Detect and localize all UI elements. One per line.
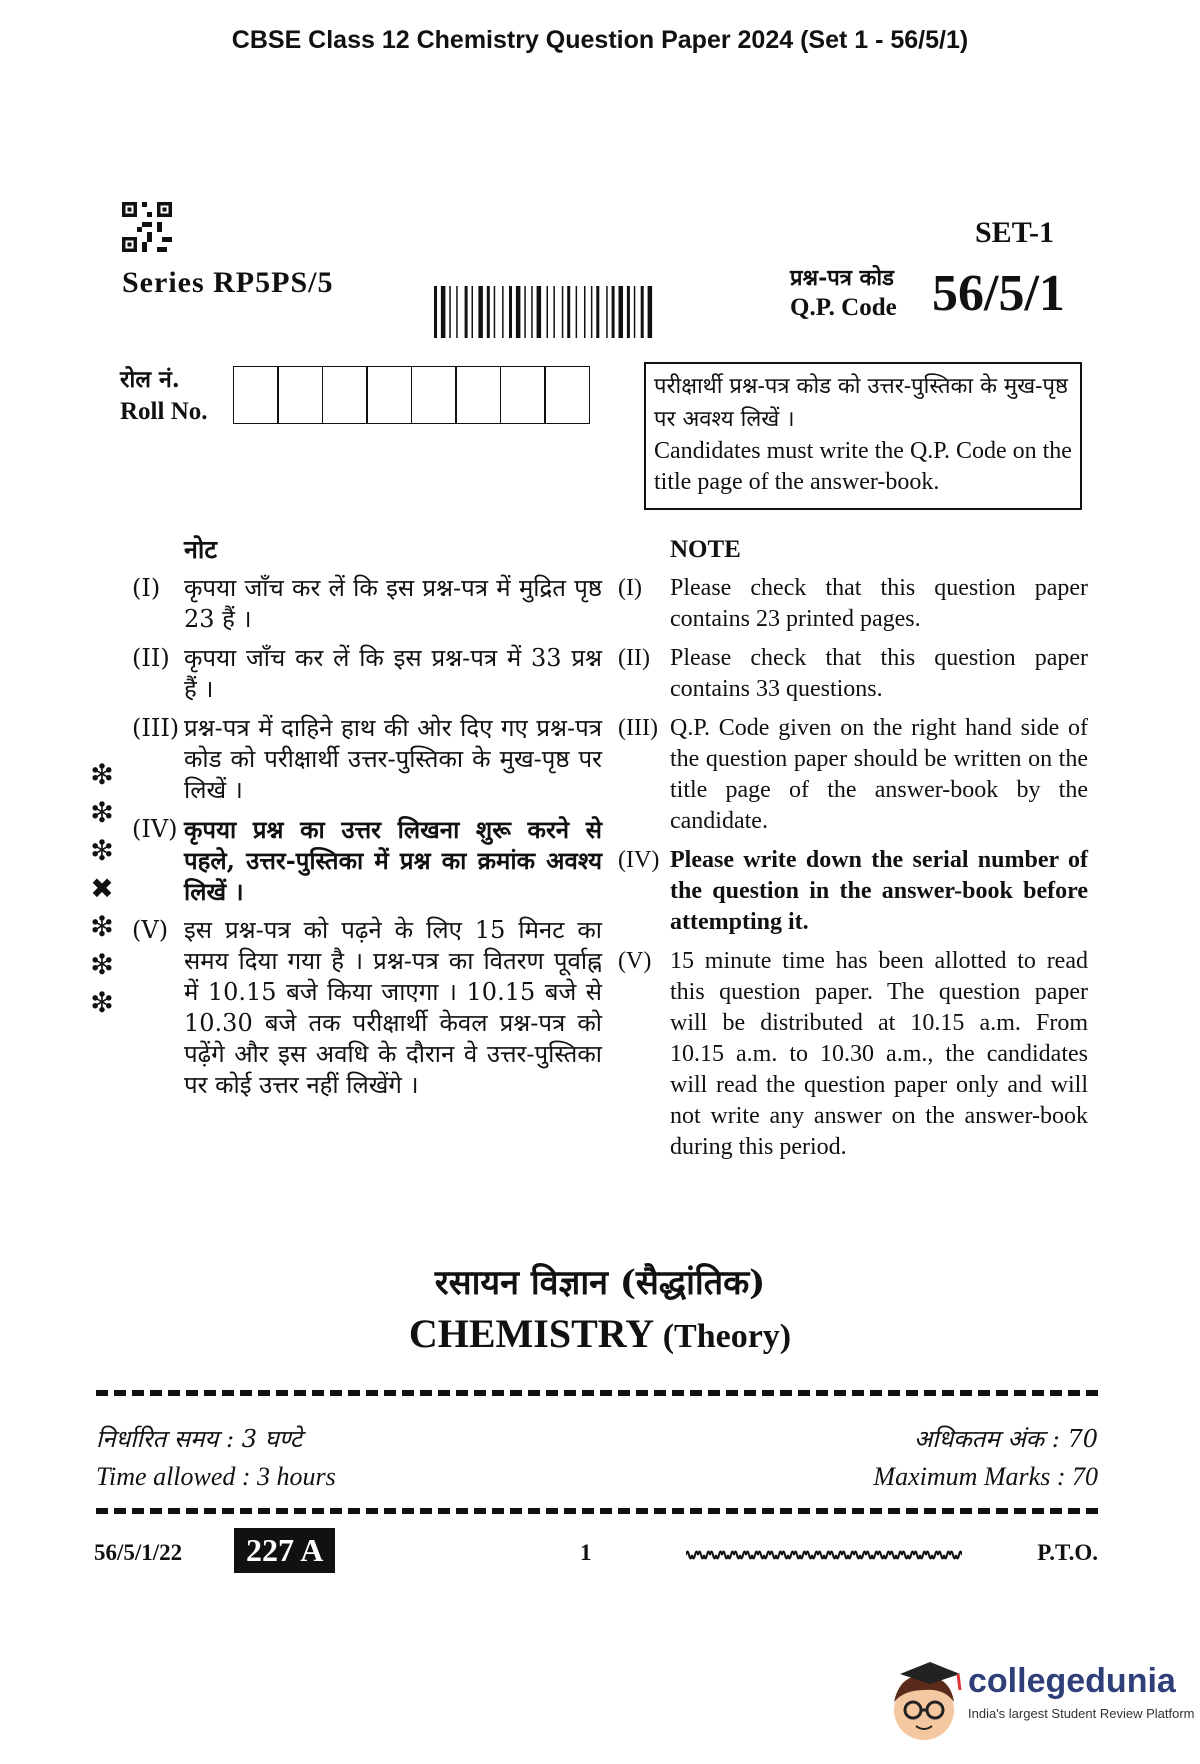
- qp-code-label: Q.P. Code: [790, 294, 897, 321]
- cross-icon: ✖: [90, 872, 114, 905]
- time-allowed-hindi: निर्धारित समय : 3 घण्टे: [96, 1425, 303, 1453]
- roll-number-box[interactable]: [455, 366, 501, 424]
- note-item-number: (III): [132, 714, 180, 742]
- note-heading-hindi: नोट: [184, 535, 217, 564]
- note-english-column: [618, 534, 1088, 1163]
- note-item: [618, 573, 1088, 635]
- asterisk-icon: ❇: [90, 796, 114, 829]
- note-heading: NOTE: [670, 536, 741, 563]
- page-number: 1: [580, 1540, 592, 1565]
- maximum-marks-hindi: अधिकतम अंक : 70: [913, 1425, 1098, 1453]
- roll-number-box[interactable]: [233, 366, 279, 424]
- note-item-text: Please write down the serial number of the question in the answer-book before attempting it.: [670, 847, 1088, 935]
- note-item-text: कृपया प्रश्न का उत्तर लिखना शुरू करने से पहले, उत्तर-पुस्तिका में प्रश्न का क्रमांक अवश्य लिखें ।: [184, 815, 602, 906]
- wavy-line-icon: [686, 1546, 962, 1564]
- note-item-text: 15 minute time has been allotted to read this question paper. The question paper will be distributed at 10.15 a.m. From 10.15 a.m. to 10.30 a.m., the candidates will read the question paper only and will not write any answer on the answer-book during this period.: [670, 948, 1088, 1160]
- footer-code-box: 227 A: [234, 1528, 335, 1573]
- logo-tagline: India's largest Student Review Platform: [968, 1706, 1195, 1721]
- divider: [96, 1508, 1098, 1514]
- subject-title: [0, 1310, 1200, 1357]
- note-item-number: (III): [618, 715, 658, 741]
- roll-number-box[interactable]: [277, 366, 323, 424]
- divider: [96, 1390, 1098, 1396]
- asterisk-icon: ❇: [90, 910, 114, 943]
- note-item-text: Please check that this question paper contains 33 questions.: [670, 645, 1088, 702]
- qr-code-icon: [122, 202, 172, 252]
- note-item-number: (II): [618, 645, 650, 671]
- footer-paper-code: 56/5/1/22: [94, 1540, 183, 1565]
- note-item-number: (IV): [618, 847, 660, 873]
- page-title: CBSE Class 12 Chemistry Question Paper 2024 (Set 1 - 56/5/1): [231, 26, 969, 54]
- barcode-icon: [434, 286, 696, 338]
- roll-label: Roll No.: [120, 398, 208, 425]
- note-item: [132, 713, 602, 806]
- maximum-marks: Maximum Marks : 70: [873, 1462, 1098, 1491]
- notice-hindi: परीक्षार्थी प्रश्न-पत्र कोड को उत्तर-पुस्तिका के मुख-पृष्ठ पर अवश्य लिखें ।: [654, 374, 1068, 432]
- note-item-text: Please check that this question paper contains 23 printed pages.: [670, 575, 1088, 632]
- note-item: [132, 573, 602, 635]
- note-item: [132, 915, 602, 1101]
- note-item: [132, 643, 602, 705]
- roll-number-box[interactable]: [322, 366, 368, 424]
- note-item-text: कृपया जाँच कर लें कि इस प्रश्न-पत्र में मुद्रित पृष्ठ 23 हैं ।: [184, 574, 602, 633]
- subject-name: CHEMISTRY: [408, 1311, 653, 1356]
- side-marks: [88, 756, 116, 1022]
- roll-number-box[interactable]: [500, 366, 546, 424]
- roll-label-hindi: रोल नं.: [120, 366, 180, 393]
- note-item: [618, 713, 1088, 837]
- note-item-text: Q.P. Code given on the right hand side of the question paper should be written on the title page of the answer-book by the candidate.: [670, 715, 1088, 834]
- note-item-number: (V): [618, 948, 652, 974]
- note-item-text: कृपया जाँच कर लें कि इस प्रश्न-पत्र में 33 प्रश्न हैं ।: [184, 644, 602, 703]
- notice-english: Candidates must write the Q.P. Code on the title page of the answer-book.: [654, 438, 1072, 495]
- note-item-number: (I): [132, 574, 161, 602]
- asterisk-icon: ❇: [90, 834, 114, 867]
- qp-code-notice-box: [644, 362, 1082, 510]
- asterisk-icon: ❇: [90, 758, 114, 791]
- subject-subtitle: (Theory): [662, 1318, 792, 1355]
- qp-code-label-hindi: प्रश्न-पत्र कोड: [790, 265, 894, 291]
- asterisk-icon: ❇: [90, 948, 114, 981]
- pto-label: P.T.O.: [1037, 1540, 1098, 1565]
- roll-number-box[interactable]: [366, 366, 412, 424]
- series-label: Series RP5PS/5: [122, 266, 334, 299]
- note-item: [618, 643, 1088, 705]
- note-item: [132, 814, 602, 907]
- time-allowed: Time allowed : 3 hours: [96, 1462, 336, 1491]
- logo-name: collegedunia: [968, 1662, 1176, 1700]
- note-item-number: (V): [132, 916, 169, 944]
- note-item-number: (IV): [132, 815, 178, 843]
- subject-title-hindi: रसायन विज्ञान (सैद्धांतिक): [434, 1263, 766, 1303]
- note-item-text: प्रश्न-पत्र में दाहिने हाथ की ओर दिए गए प्रश्न-पत्र कोड को परीक्षार्थी उत्तर-पुस्तिका के मुख-पृष्ठ पर लिखें ।: [184, 714, 602, 804]
- roll-number-boxes[interactable]: [234, 366, 590, 424]
- note-item: [618, 946, 1088, 1163]
- note-item: [618, 845, 1088, 938]
- note-item-number: (I): [618, 575, 642, 601]
- set-label: SET-1: [975, 216, 1054, 249]
- roll-number-box[interactable]: [411, 366, 457, 424]
- note-item-text: इस प्रश्न-पत्र को पढ़ने के लिए 15 मिनट का समय दिया गया है । प्रश्न-पत्र का वितरण पूर्वाह्न में 10.15 बजे किया जाएगा । 10.15 बजे से 10.30 बजे तक परीक्षार्थी केवल प्रश्न-पत्र को पढ़ेंगे और इस अवधि के दौरान वे उत्तर-पुस्तिका पर कोई उत्तर नहीं लिखेंगे ।: [184, 916, 602, 1099]
- roll-number-box[interactable]: [544, 366, 590, 424]
- note-hindi-column: [132, 534, 602, 1101]
- qp-code-value: 56/5/1: [932, 265, 1065, 322]
- asterisk-icon: ❇: [90, 986, 114, 1019]
- note-item-number: (II): [132, 644, 170, 672]
